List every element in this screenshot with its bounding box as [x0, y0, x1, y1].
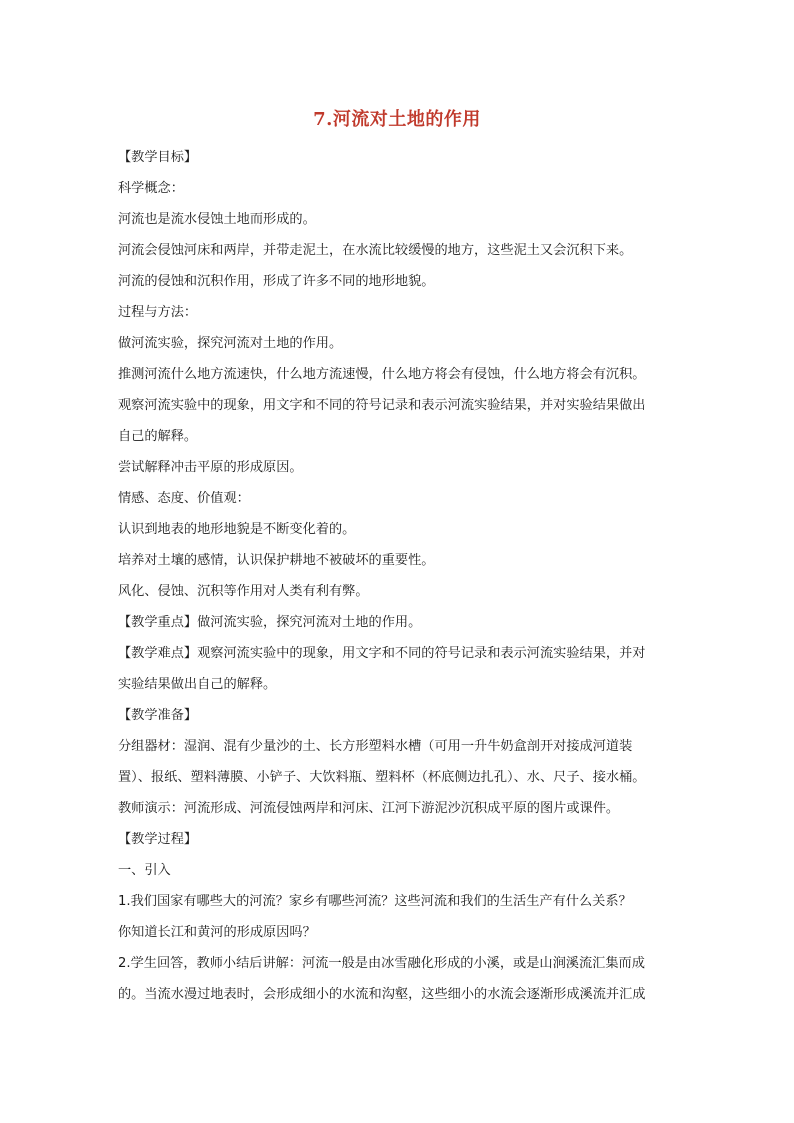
teaching-focus-line: 【教学重点】做河流实验，探究河流对土地的作用。: [118, 615, 422, 630]
document-body: [118, 142, 678, 1010]
paragraph-line: 河流会侵蚀河床和两岸，并带走泥土，在水流比较缓慢的地方，这些泥土又会沉积下来。: [118, 243, 633, 258]
paragraph-line: 教师演示：河流形成、河流侵蚀两岸和河床、江河下游泥沙沉积成平原的图片或课件。: [118, 801, 620, 816]
paragraph-line: 河流也是流水侵蚀土地而形成的。: [118, 212, 316, 227]
paragraph-line: 自己的解释。: [118, 429, 198, 444]
paragraph-line: 培养对土壤的感情，认识保护耕地不被破坏的重要性。: [118, 553, 435, 568]
paragraph-line: 你知道长江和黄河的形成原因吗？: [118, 925, 316, 940]
subheading-introduction: 一、引入: [118, 863, 171, 878]
paragraph-line: 推测河流什么地方流速快，什么地方流速慢，什么地方将会有侵蚀，什么地方将会有沉积。: [118, 367, 646, 382]
heading-teaching-goals: 【教学目标】: [118, 150, 198, 165]
subheading-attitudes-values: 情感、态度、价值观：: [118, 491, 250, 506]
paragraph-line: 2.学生回答，教师小结后讲解：河流一般是由冰雪融化形成的小溪，或是山涧溪流汇集而成: [118, 956, 645, 971]
paragraph-line: 实验结果做出自己的解释。: [118, 677, 277, 692]
subheading-science-concepts: 科学概念：: [118, 181, 184, 196]
heading-teaching-process: 【教学过程】: [118, 832, 198, 847]
paragraph-line: 置）、报纸、塑料薄膜、小铲子、大饮料瓶、塑料杯（杯底侧边扎孔）、水、尺子、接水桶。: [118, 770, 646, 785]
paragraph-line: 的。当流水漫过地表时，会形成细小的水流和沟壑，这些细小的水流会逐渐形成溪流并汇成: [118, 987, 646, 1002]
paragraph-line: 分组器材：湿润、混有少量沙的土、长方形塑料水槽（可用一升牛奶盒剖开对接成河道装: [118, 739, 633, 754]
paragraph-line: 1.我们国家有哪些大的河流？家乡有哪些河流？这些河流和我们的生活生产有什么关系？: [118, 894, 632, 909]
paragraph-line: 尝试解释冲击平原的形成原因。: [118, 460, 303, 475]
paragraph-line: 河流的侵蚀和沉积作用，形成了许多不同的地形地貌。: [118, 274, 435, 289]
paragraph-line: 认识到地表的地形地貌是不断变化着的。: [118, 522, 356, 537]
teaching-difficulty-line: 【教学难点】观察河流实验中的现象，用文字和不同的符号记录和表示河流实验结果，并对: [118, 646, 646, 661]
paragraph-line: 观察河流实验中的现象，用文字和不同的符号记录和表示河流实验结果，并对实验结果做出: [118, 398, 646, 413]
document-title: 7.河流对土地的作用: [313, 109, 481, 130]
heading-teaching-preparation: 【教学准备】: [118, 708, 198, 723]
paragraph-line: 做河流实验，探究河流对土地的作用。: [118, 336, 343, 351]
subheading-process-methods: 过程与方法：: [118, 305, 198, 320]
paragraph-line: 风化、侵蚀、沉积等作用对人类有利有弊。: [118, 584, 369, 599]
